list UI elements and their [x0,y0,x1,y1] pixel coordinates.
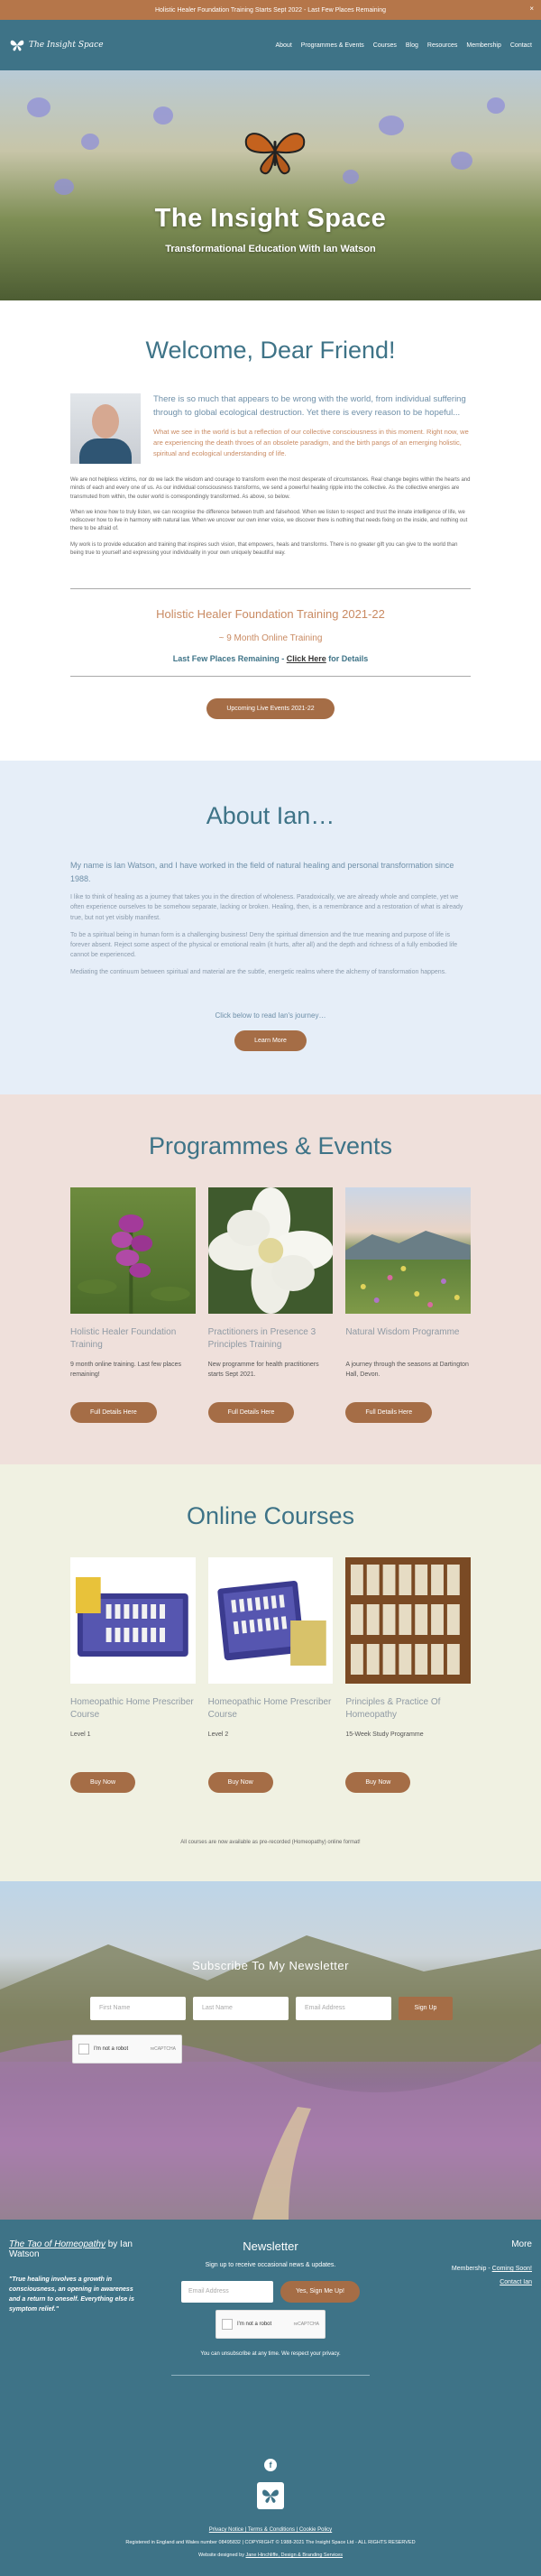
logo-text: The Insight Space [29,41,104,50]
recaptcha-checkbox[interactable] [222,2319,233,2330]
footer-columns [9,2239,532,2357]
nav-item-resources[interactable]: Resources [426,42,458,49]
course-level: Level 2 [207,1731,229,1739]
footer-newsletter-heading: Newsletter [243,2239,298,2254]
programme-description: 9 month online training. Last few places remaining! [70,1362,181,1378]
footer-book [9,2239,144,2357]
footer-email-input[interactable]: Email Address [181,2281,273,2303]
about-section [0,761,541,1094]
contact-link[interactable] [397,2279,532,2285]
contact-link-label[interactable]: Contact Ian [500,2279,532,2286]
training-details-link[interactable]: Click Here [286,654,326,664]
hero-flower [379,115,404,135]
site-footer [0,2220,541,2576]
footer-more-heading: More [511,2239,532,2250]
programme-description: A journey through the seasons at Dartington Hall, Devon. [345,1362,469,1378]
remedy-kit-image[interactable] [70,1557,196,1684]
newsletter-heading: Subscribe To My Newsletter [192,1959,349,1973]
announcement-bar[interactable] [0,0,541,20]
programme-cards [70,1187,471,1423]
hero-flower [153,106,173,125]
nav-item-about[interactable]: About [275,42,292,49]
first-name-input[interactable]: First Name [90,1997,186,2020]
welcome-heading: Welcome, Dear Friend! [145,337,396,364]
course-card [208,1557,334,1793]
last-name-input[interactable]: Last Name [193,1997,289,2020]
hero-flower [81,134,99,150]
recaptcha-logo: reCAPTCHA [293,2322,319,2328]
nav-item-courses[interactable]: Courses [372,42,397,49]
welcome-section [0,300,541,761]
footer-newsletter-sub: Sign up to receive occasional news & updates. [205,2262,336,2269]
announcement-text[interactable]: Holistic Healer Foundation Training Starts Sept 2022 - Last Few Places Remaining [154,6,387,14]
white-flower-illustration [208,1187,334,1314]
meadow-image[interactable] [345,1187,471,1314]
about-paragraph: I like to think of healing as a journey that takes you in the direction of wholeness. Paradoxically, we are already whole and complete, yet we often experience ourselves to be somehow separate, lacking or broken. Healing, then, is a remembrance and a restoration of what is already true, but not yet visibly manifest. [70,894,463,921]
designer-link[interactable]: Jane Hinchliffe, Design & Branding Services [245,2553,343,2559]
legal-links [9,2527,532,2533]
book-link[interactable]: The Tao of Homeopathy [9,2239,105,2250]
programme-card [70,1187,196,1423]
butterfly-image [239,125,311,179]
about-cta: Click below to read Ian's journey… [215,1011,326,1020]
programme-card [208,1187,334,1423]
remedy-shelf-image[interactable] [345,1557,471,1684]
recaptcha-label: I'm not a robot [94,2046,129,2053]
programmes-heading: Programmes & Events [148,1132,393,1160]
course-card [345,1557,471,1793]
close-icon[interactable]: × [529,5,534,13]
hero-flower [451,152,472,170]
full-details-button[interactable]: Full Details Here [208,1402,295,1423]
registration-text: Registered in England and Wales number 08495832 | COPYRIGHT © 1988-2021 The Insight Space Ltd - ALL RIGHTS RESERVED [125,2540,416,2546]
divider [70,676,471,677]
meadow-illustration [345,1187,471,1314]
course-title[interactable]: Homeopathic Home Prescriber Course [70,1697,194,1720]
welcome-intro [70,393,471,464]
intro-text [153,393,471,464]
about-paragraph: Mediating the continuum between spiritual and material are the subtle, energetic realms where the alchemy of transformation happens. [70,969,447,976]
footer-newsletter-form [162,2281,379,2303]
hero-title: The Insight Space [154,204,387,233]
programme-card [345,1187,471,1423]
hero-flower [54,179,74,195]
welcome-lead: There is so much that appears to be wrong with the world, from individual suffering through to global ecological destruction. Yet there is every reason to be hopeful... [153,394,466,418]
programme-title[interactable]: Practitioners in Presence 3 Principles Training [207,1327,316,1350]
training-title: Holistic Healer Foundation Training 2021-22 [156,607,385,622]
website-credit [9,2553,532,2558]
newsletter-section [0,1881,541,2220]
footer-logo[interactable] [257,2482,284,2509]
course-level: Level 1 [70,1731,91,1739]
upcoming-events-button[interactable]: Upcoming Live Events 2021-22 [206,698,334,719]
course-title[interactable]: Principles & Practice Of Homeopathy [345,1697,441,1720]
hero-flower [343,170,359,184]
courses-note: All courses are now available as pre-recorded (Homeopathy) online format! [180,1840,361,1846]
programmes-section [0,1094,541,1464]
newsletter-form [90,1997,453,2020]
portrait-body [79,439,132,464]
butterfly-logo-icon [9,37,25,53]
remedy-kit-illustration [70,1557,196,1684]
courses-section [0,1464,541,1881]
training-promo [70,607,471,663]
legal-links-text[interactable]: Privacy Notice | Terms & Conditions | Cookie Policy [208,2527,333,2534]
nav-item-contact[interactable]: Contact [509,42,532,49]
remedy-kit-image[interactable] [208,1557,334,1684]
nav-item-membership[interactable]: Membership [466,42,501,49]
nav-item-programmes[interactable]: Programmes & Events [300,42,364,49]
nav-item-blog[interactable]: Blog [405,42,418,49]
unsubscribe-note: You can unsubscribe at any time. We respect your privacy. [200,2351,341,2358]
training-places-text: Last Few Places Remaining - [172,654,287,664]
full-details-button[interactable]: Full Details Here [70,1402,157,1423]
book-credit [9,2239,144,2259]
orchid-illustration [70,1187,196,1314]
white-flower-image[interactable] [208,1187,334,1314]
recaptcha-checkbox[interactable] [78,2044,89,2054]
nav-menu [275,42,532,49]
remedy-kit-illustration [208,1557,334,1684]
recaptcha-widget [72,2035,182,2064]
welcome-paragraph: When we know how to truly listen, we can recognise the difference between truth and falsehood. When we listen to respect and trust the innate intelligence of life, we rediscover how to live in harmony with natural law. When we uncover our own inner voice, we discover there is nothing that needs fixing on the inside, and nothing out there to be afraid of. [70,509,468,532]
welcome-paragraph: We are not helpless victims, nor do we lack the wisdom and courage to transform even the most desperate of circumstances. Real change begins within the hearts and minds of each and every one of us. As our individual consciousness transforms, we send a powerful healing ripple into the collective. As the collective energies are transmuted from within, the outer world is correspondingly transformed. As above, so below. [70,477,471,500]
membership-coming-soon[interactable]: Coming Soon! [491,2266,532,2273]
footer-newsletter [162,2239,379,2357]
recaptcha-label: I'm not a robot [237,2322,272,2328]
email-input[interactable]: Email Address [296,1997,391,2020]
welcome-sub: What we see in the world is but a reflection of our collective consciousness in this moment. Right now, we are experiencing the death throes of an obsolete paradigm, and the birth pangs of an emerging holistic, spiritual and ecological understanding of life. [153,428,469,457]
hero-flower [487,97,505,114]
full-details-button[interactable]: Full Details Here [345,1402,432,1423]
about-lead: My name is Ian Watson, and I have worked in the field of natural healing and personal transformation since 1988. [70,861,454,883]
orchid-image[interactable] [70,1187,196,1314]
facebook-icon[interactable]: f [264,2459,277,2471]
butterfly-logo-icon [261,2486,280,2506]
courses-heading: Online Courses [186,1502,355,1530]
course-level: 15-Week Study Programme [345,1731,424,1739]
training-places [70,654,471,663]
footer-signup-button[interactable]: Yes, Sign Me Up! [280,2281,360,2303]
membership-label: Membership - [451,2266,492,2273]
welcome-paragraph: My work is to provide education and training that inspires such vision, that empowers, heals and transforms. There is no greater gift you can give to the world than being true to yourself and expressing your individuality in your own uniquely beautiful way. [70,541,458,557]
hero-banner [0,70,541,300]
buy-now-button[interactable]: Buy Now [70,1772,135,1793]
footer-more [397,2239,532,2357]
course-cards [70,1557,471,1793]
recaptcha-logo: reCAPTCHA [150,2046,176,2053]
portrait-head [92,404,119,439]
programme-title[interactable]: Holistic Healer Foundation Training [70,1327,177,1350]
main-navigation [0,20,541,70]
membership-link[interactable] [397,2266,532,2272]
website-credit-label: Website designed by [197,2553,246,2559]
footer-quote: "True healing involves a growth in consciousness, an opening in awareness and a return to oneself. Everything else is symptom relief." [9,2276,134,2313]
course-title[interactable]: Homeopathic Home Prescriber Course [207,1697,332,1720]
training-subtitle: ~ 9 Month Online Training [218,633,323,644]
hero-flower [27,97,50,117]
learn-more-button[interactable]: Learn More [234,1030,307,1051]
about-heading: About Ian… [206,802,335,830]
sign-up-button[interactable]: Sign Up [399,1997,453,2020]
divider [70,588,471,589]
site-logo[interactable] [9,37,104,53]
footer-recaptcha-widget [215,2310,326,2339]
buy-now-button[interactable]: Buy Now [208,1772,273,1793]
course-card [70,1557,196,1793]
ian-portrait [70,393,141,464]
programme-title[interactable]: Natural Wisdom Programme [345,1327,460,1338]
about-paragraph: To be a spiritual being in human form is a challenging business! Deny the spiritual dimension and the true meaning and purpose of life is forever absent. Reject some aspect of the physical or emotional realm (it hurts, after all) and the depth and richness of a fully embodied life cannot be experienced. [70,931,458,959]
programme-description: New programme for health practitioners starts Sept 2021. [207,1362,319,1378]
footer-bottom [9,2376,532,2558]
remedy-shelf-illustration [345,1557,471,1684]
hero-subtitle: Transformational Education With Ian Watson [165,244,376,254]
training-places-after: for Details [326,654,369,664]
book-author: by Ian Watson [9,2239,133,2260]
buy-now-button[interactable]: Buy Now [345,1772,410,1793]
